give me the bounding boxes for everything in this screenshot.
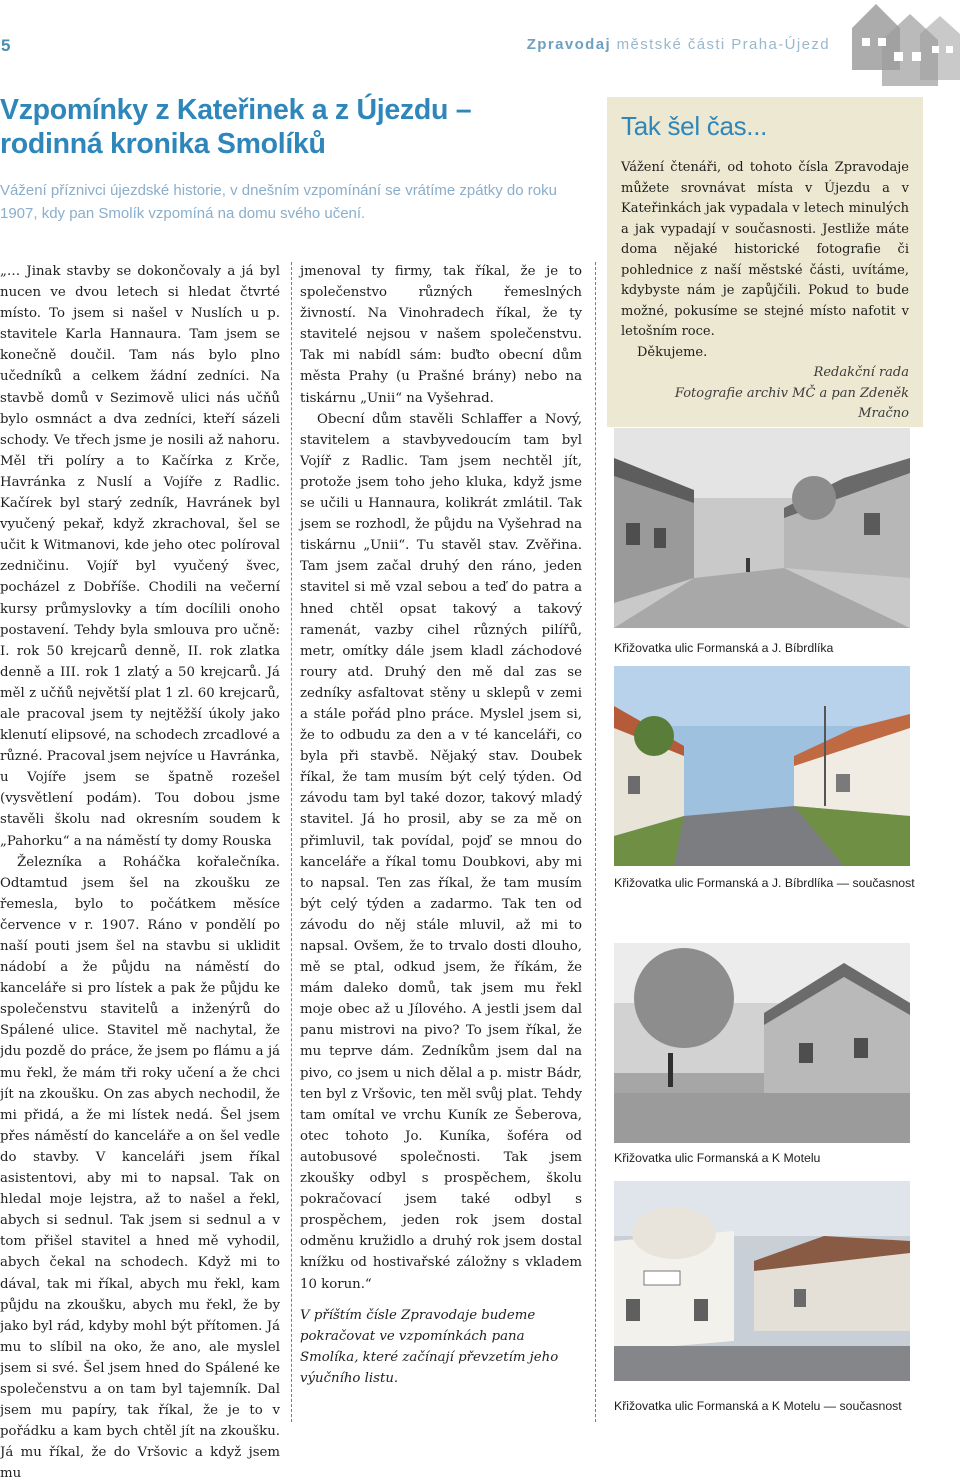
article-title — [0, 93, 590, 161]
masthead-bold: Zpravodaj — [526, 36, 612, 53]
paragraph: „… Jinak stavby se dokončovaly a já byl nucen ve dvou letech si hledat čtvrté místo. To jsem si našel v Nuslích u p. stavitele Karla Hannaura. Tam jsem se konečně doučil. Tam nás bylo plno učedníků a celkem žádní zedníci. Na stavbě domů v Sezimově ulici nás učňů bylo osmnáct a dva zedníci, kteří sázeli schody. Ve třech jsme je nosili až nahoru. Měl tři políry a to Kačírka z Krče, Havránka z Nuslí a Vojíře z Radlic. Kačírek byl starý zedník, Havránek byl vyučený pekař, když zkrachoval, šel se učit k Witmanovi, kde jeho otec políroval zedničinu. Vojíř byl vyučený švec, pocházel z Dobříše. Chodili na večerní kursy průmyslovky a tím docílili onoho postavení. Tehdy byla smlouva pro učně: I. rok 50 krejcarů denně, II. rok zlatka denně a III. rok 1 zlatý a 50 krejcarů. Já měl z učňů největší plat 1 zl. 60 krejcarů, ale pracoval jsem ty nejtěžší úkoly jako klenutí elipsové, na schodech zrcadlové a různé. Pracoval jsem nejvíce u Havránka, u Vojíře jsem se špatně rozešel (vysvětlení podám). Tou dobou jsme stavěli školu nad okresním soudem k „Pahorku“ a na náměstí ty domy Rouska — [0, 264, 280, 849]
photo-current-bibrdlika — [614, 666, 910, 866]
title-line-2: rodinná kronika Smolíků — [0, 128, 326, 160]
column-divider — [595, 262, 596, 1422]
sidebar-signature: Redakční rada — [813, 365, 909, 380]
sidebar-thanks: Děkujeme. — [637, 344, 708, 360]
photo-caption: Křižovatka ulic Formanská a K Motelu — současnost — [614, 1399, 902, 1413]
column-divider — [291, 262, 292, 1422]
houses-logo-icon — [842, 0, 960, 90]
closing-note: V příštím čísle Zpravodaje budeme pokračovat ve vzpomínkách pana Smolíka, které začínají převzetím jeho výučního listu. — [300, 1307, 559, 1386]
article-column-middle — [300, 261, 582, 1389]
sidebar-photo-credit: Fotografie archiv MČ a pan Zdeněk Mračno — [674, 385, 909, 421]
article-lead: Vážení příznivci újezdské historie, v dnešním vzpomínání se vrátíme zpátky do roku 1907, kdy pan Smolík vzpomíná na domu svého učení. — [0, 182, 557, 222]
article-column-left — [0, 261, 280, 1484]
photo-caption: Křižovatka ulic Formanská a K Motelu — [614, 1151, 821, 1165]
sidebar-title: Tak šel čas... — [621, 111, 768, 141]
masthead — [500, 36, 830, 53]
sidebar-text: Vážení čtenáři, od tohoto čísla Zpravodaje můžete srovnávat místa v Újezdu a v Kateřinkách jak vypadala v letech minulých a jak vypadají v současnosti. Jestliže máte doma nějaké historické fotografie či pohlednice z naší městské části, uvítáme, kdybyste nám je zapůjčili. Pokud to bude možné, pokusíme se stejné místo nafotit v letošním roce. — [621, 160, 909, 339]
title-line-1: Vzpomínky z Kateřinek a z Újezdu – — [0, 94, 472, 126]
photo-current-motelu — [614, 1181, 910, 1381]
photo-caption: Křižovatka ulic Formanská a J. Bíbrdlíka — [614, 641, 834, 655]
paragraph: Obecní dům stavěli Schlaffer a Nový, stavitelem a stavbyvedoucím tam byl Vojíř z Radlic. Tam jsem nechtěl jít, protože jsem toho jeho kluka, když jsme se učili u Hannaura, kolikrát zmlátil. Tak jsem se rozhodl, že půjdu na Vyšehrad na tiskárnu „Unii“. Tu stavěl stav. Zvěřina. Tam jsem začal druhý den ráno, jeden stavitel si mě vzal sebou a teď do patra a hned chtěl opsat takový a takový ramenát, vazby cihel různých pilířů, metr, omítky dále jsem kladl záchodové roury atd. Druhý den mě dal zas se zedníky asfaltovat stěny u sklepů v zemi a stále pořád plno práce. Myslel jsem si, že to odbudu za den a v té kanceláři, co byla při stavbě. Nějaký stav. Doubek říkal, že tam musím být celý týden. Od závodu tam byl také dozor, takový mladý stavitel. Já ho prosil, aby se za mě on přimluvil, tak povídal, pojď se mnou do kanceláře a říkal tomu Doubkovi, aby mi to napsal. Ten zas říkal, že tam musím být celý týden a zadarmo. Tak ten od závodu do něj stále mluvil, až mi to napsal. Ovšem, že to trvalo dosti dlouho, mě se ptal, odkud jsem, že říkám, že mám daleko domů, tak jsem mu řekl moje obec až u Jílového. A jestli jsem dal panu mistrovi na pivo? To jsem říkal, že mu teprve dám. Zedníkům jsem dal na pivo, co jsem u nich dělal a p. mistr Bádr, ten byl z Vršovic, ten měl svůj plat. Tehdy tam omítal ve vrchu Kuník ze Šeberova, otec tohoto Jo. Kuníka, šoféra od autobusové společnosti. Tak jsem zkoušky odbyl s prospěchem, školu pokračovací jsem také odbyl s prospěchem, jeden rok jsem dostal odměnu kružidlo a druhý rok jsem dostal knížku od hostivařské záložny s vkladem 10 korun.“ — [300, 411, 582, 1292]
photo-caption: Křižovatka ulic Formanská a J. Bíbrdlíka — současnost — [614, 876, 915, 890]
masthead-rest: městské části Praha-Újezd — [611, 36, 830, 53]
sidebar-box — [607, 97, 923, 427]
paragraph: Železníka a Roháčka kořalečníka. Odtamtud jsem šel na zkoušku ze řemesla, bylo to počátkem měsíce července v r. 1907. Ráno v pondělí po naší pouti jsem šel na stavbu si uklidit nádobí a že půjdu na náměstí do kanceláře si pro lístek a pak že půjdu ke společenstvu stavitelů a inženýrů do Spálené ulice. Stavitel mě nachytal, že jdu pozdě do práce, že jsem po flámu a já mu řekl, že mám tři roky učení a že chci jít na zkoušku. On zas abych nechodil, že mi přidá, a že mi lístek nedá. Šel jsem přes náměstí do kanceláře a on šel vedle do stavby. V kanceláři jsem říkal asistentovi, aby mi to napsal. Tak on hledal moje lejstra, až to našel a řekl, abych si sednul. Tak jsem si sednul a v tom přišel stavitel a hned mě vyhodil, abych čekal na schodech. Když mi to dával, tak mi říkal, abych mu řekl, kam půjdu na zkoušku, abych mu řekl, že by jako byl rád, kdyby mohl být přítomen. Já mu to slíbil na oko, že ano, ale myslel jsem si své. Šel jsem hned do Spálené ke společenstvu a on tam byl tajemník. Dal jsem mu papíry, tak říkal, že je to v pořádku a kam bych chtěl jít na zkoušku. Já mu říkal, že do Vršovic a když jsem mu — [0, 854, 280, 1482]
photo-historical-motelu — [614, 943, 910, 1143]
page-number: 5 — [1, 36, 11, 55]
photo-historical-bibrdlika — [614, 428, 910, 628]
paragraph: jmenoval ty firmy, tak říkal, že je to společenstvo různých řemeslných živností. Na Vinohradech říkal, že ty stavitelé nejsou v našem společenstvu. Tak mi nabídl sám: buďto obecní dům města Prahy (u Prašné brány) nebo na tiskárnu „Unii“ na Vyšehrad. — [300, 264, 582, 406]
